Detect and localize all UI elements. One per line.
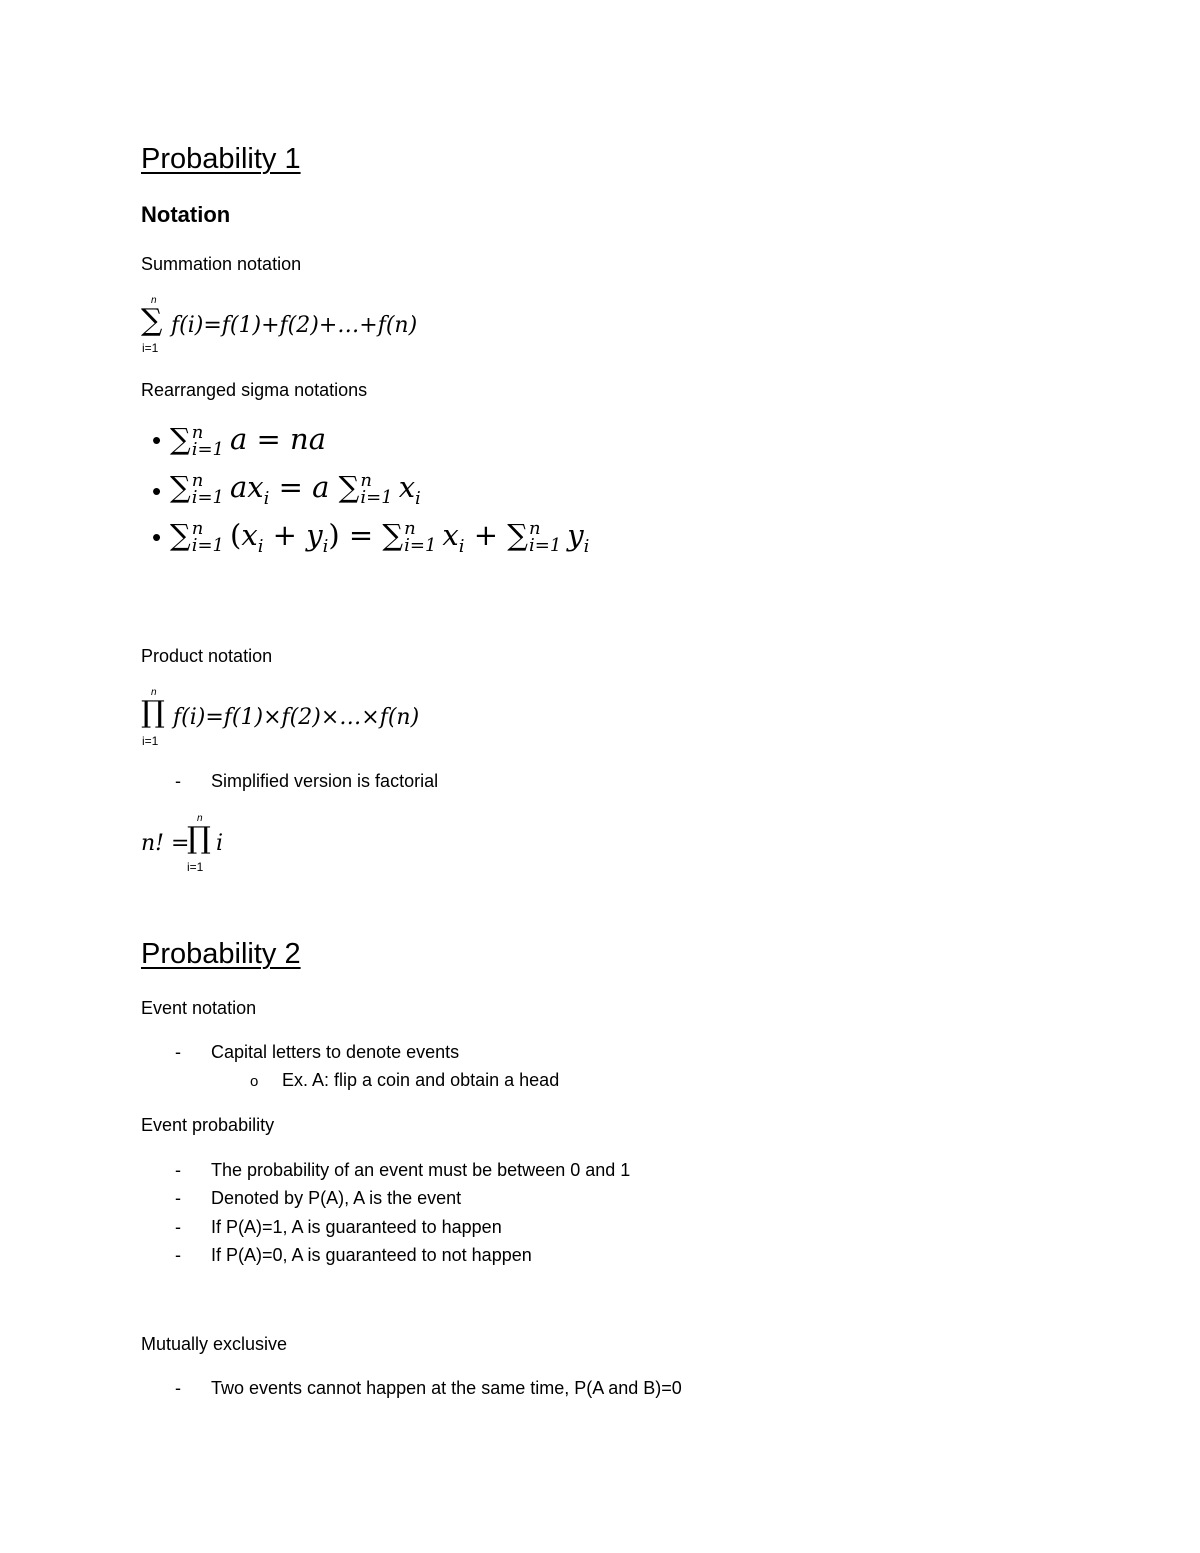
- list-item: Denoted by P(A), A is the event: [211, 1188, 462, 1208]
- event-notation-item: Capital letters to denote events: [211, 1042, 460, 1062]
- sigma-identity-1: ∑ n i=1 a = na: [170, 421, 327, 460]
- pi-operator: ∏: [141, 695, 165, 730]
- list-item: If P(A)=0, A is guaranteed to not happen: [211, 1245, 532, 1265]
- rearranged-sigma-label: Rearranged sigma notations: [141, 380, 368, 400]
- summation-upper-limit: n: [151, 295, 157, 306]
- event-notation-label: Event notation: [141, 998, 257, 1018]
- bullet: •: [152, 522, 162, 552]
- sub-bullet-marker: o: [250, 1073, 259, 1090]
- sigma-identity-2: ∑ n i=1 $ax_i = a$ ∑ n i=1 $x_i$: [170, 469, 421, 509]
- event-probability-label: Event probability: [141, 1115, 275, 1135]
- list-item: The probability of an event must be between 0 and 1: [211, 1160, 631, 1180]
- product-upper-limit: n: [151, 687, 157, 698]
- factorial-lower-limit: i=1: [187, 860, 204, 874]
- mutually-exclusive-item: Two events cannot happen at the same time, P(A and B)=0: [211, 1378, 682, 1398]
- heading-notation: Notation: [141, 202, 231, 227]
- section-title-probability-2: Probability 2: [141, 938, 301, 970]
- bullet: •: [152, 476, 162, 506]
- product-note: Simplified version is factorial: [211, 771, 439, 791]
- dash-marker: -: [175, 1217, 181, 1237]
- dash-marker: -: [175, 1188, 181, 1208]
- summation-lower-limit: i=1: [142, 341, 159, 355]
- factorial-lhs: n! =: [141, 831, 190, 856]
- product-label: Product notation: [141, 646, 273, 666]
- summation-label: Summation notation: [141, 254, 302, 274]
- list-item: If P(A)=1, A is guaranteed to happen: [211, 1217, 502, 1237]
- sigma-operator: ∑: [141, 303, 163, 338]
- bullet: •: [152, 425, 162, 455]
- dash-marker: -: [175, 1245, 181, 1265]
- dash-marker: -: [175, 1378, 181, 1398]
- pi-operator: ∏: [187, 821, 211, 856]
- product-expression: f(i)=f(1)×f(2)×…×f(n): [173, 705, 420, 730]
- factorial-upper-limit: n: [197, 813, 203, 824]
- mutually-exclusive-label: Mutually exclusive: [141, 1334, 288, 1354]
- sigma-identity-3: ∑ n i=1 $(x_i + y_i)$ = ∑ n i=1 $x_i$ + ∑ n i=1 $y_i$: [170, 517, 590, 557]
- dash-marker: -: [175, 771, 181, 791]
- dash-marker: -: [175, 1160, 181, 1180]
- factorial-rhs: i: [216, 831, 224, 856]
- section-title-probability-1: Probability 1: [141, 143, 301, 175]
- dash-marker: -: [175, 1042, 181, 1062]
- summation-expression: f(i)=f(1)+f(2)+…+f(n): [171, 313, 418, 338]
- product-lower-limit: i=1: [142, 734, 159, 748]
- event-notation-example: Ex. A: flip a coin and obtain a head: [282, 1070, 560, 1090]
